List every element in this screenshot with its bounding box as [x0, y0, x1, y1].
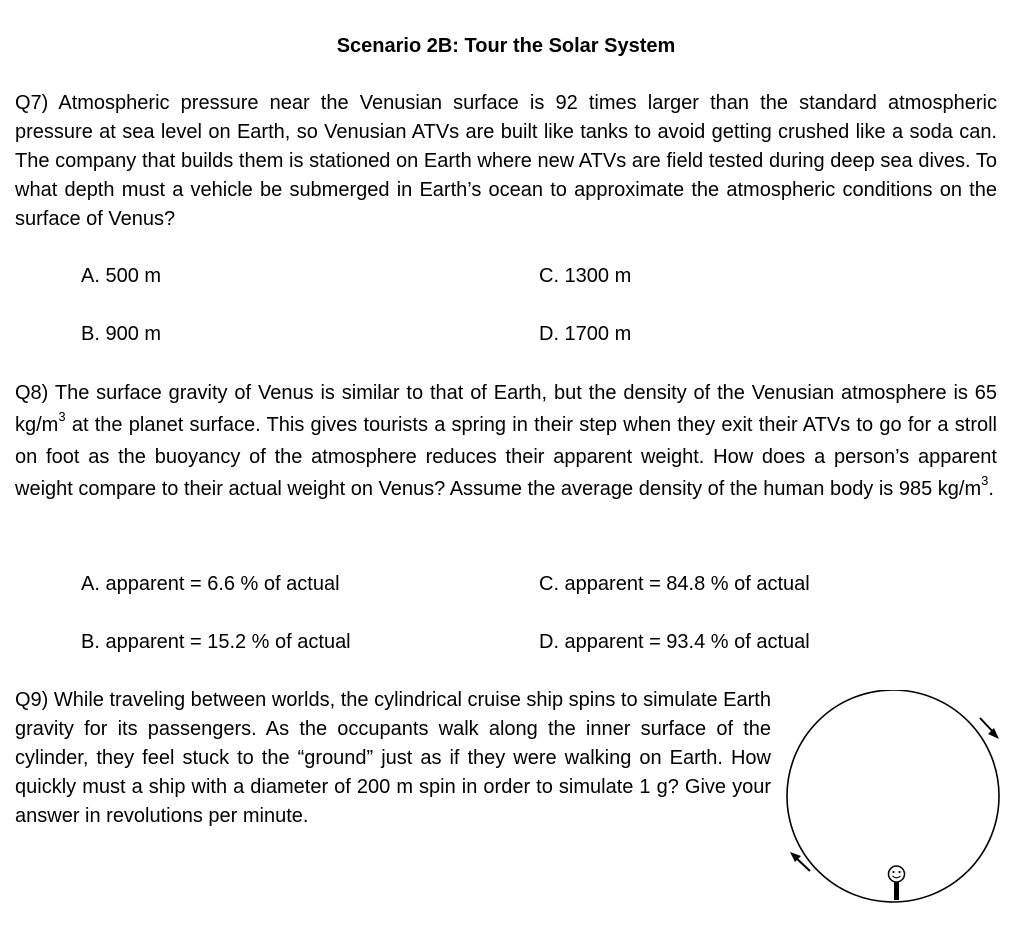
- q8-text-part3: .: [988, 478, 994, 500]
- q7-choice-b: B. 900 m: [81, 323, 162, 345]
- q7-choice-d: D. 1700 m: [539, 323, 632, 345]
- page-title: Scenario 2B: Tour the Solar System: [336, 35, 676, 57]
- q8-choice-d: D. apparent = 93.4 % of actual: [539, 631, 810, 653]
- rotation-arrow-icon: [980, 718, 999, 739]
- smiley-person-icon: [889, 866, 905, 900]
- q8-text-part2: at the planet surface. This gives tourists a spring in their step when they exit their ATVs to go for a stroll on foot as the buoyancy of the atmosphere reduces their apparent weight. How does a person’s apparent weight compare to their actual weight on Venus? Assume the average density of the human body is 985 kg/m: [15, 414, 997, 500]
- q7-choice-c: C. 1300 m: [539, 265, 632, 287]
- q8-choice-a: A. apparent = 6.6 % of actual: [81, 573, 340, 595]
- question-9-text: Q9) While traveling between worlds, the cylindrical cruise ship spins to simulate Earth gravity for its passengers. As the occupants walk along the inner surface of the cylinder, they feel stuck to the “ground” just as if they were walking on Earth. How quickly must a ship with a diameter of 200 m spin in order to simulate 1 g? Give your answer in revolutions per minute.: [15, 689, 771, 827]
- q8-choice-c: C. apparent = 84.8 % of actual: [539, 573, 810, 595]
- q7-choice-a: A. 500 m: [81, 265, 162, 287]
- q8-exponent-1: 3: [58, 409, 66, 425]
- question-8-text: [15, 377, 997, 505]
- rotation-arrow-icon: [790, 852, 810, 871]
- q8-choice-b: B. apparent = 15.2 % of actual: [81, 631, 351, 653]
- rotating-cylinder-diagram: [780, 690, 1010, 910]
- question-7-text: Q7) Atmospheric pressure near the Venusian surface is 92 times larger than the standard atmospheric pressure at sea level on Earth, so Venusian ATVs are built like tanks to avoid getting crushed like a soda can. The company that builds them is stationed on Earth where new ATVs are field tested during deep sea dives. To what depth must a vehicle be submerged in Earth’s ocean to approximate the atmospheric conditions on the surface of Venus?: [15, 92, 997, 230]
- q8-exponent-2: 3: [981, 473, 989, 489]
- q8-text-part1: Q8) The surface gravity of Venus is similar to that of Earth, but the density of the Venusian atmosphere is 65 kg/m: [15, 382, 997, 436]
